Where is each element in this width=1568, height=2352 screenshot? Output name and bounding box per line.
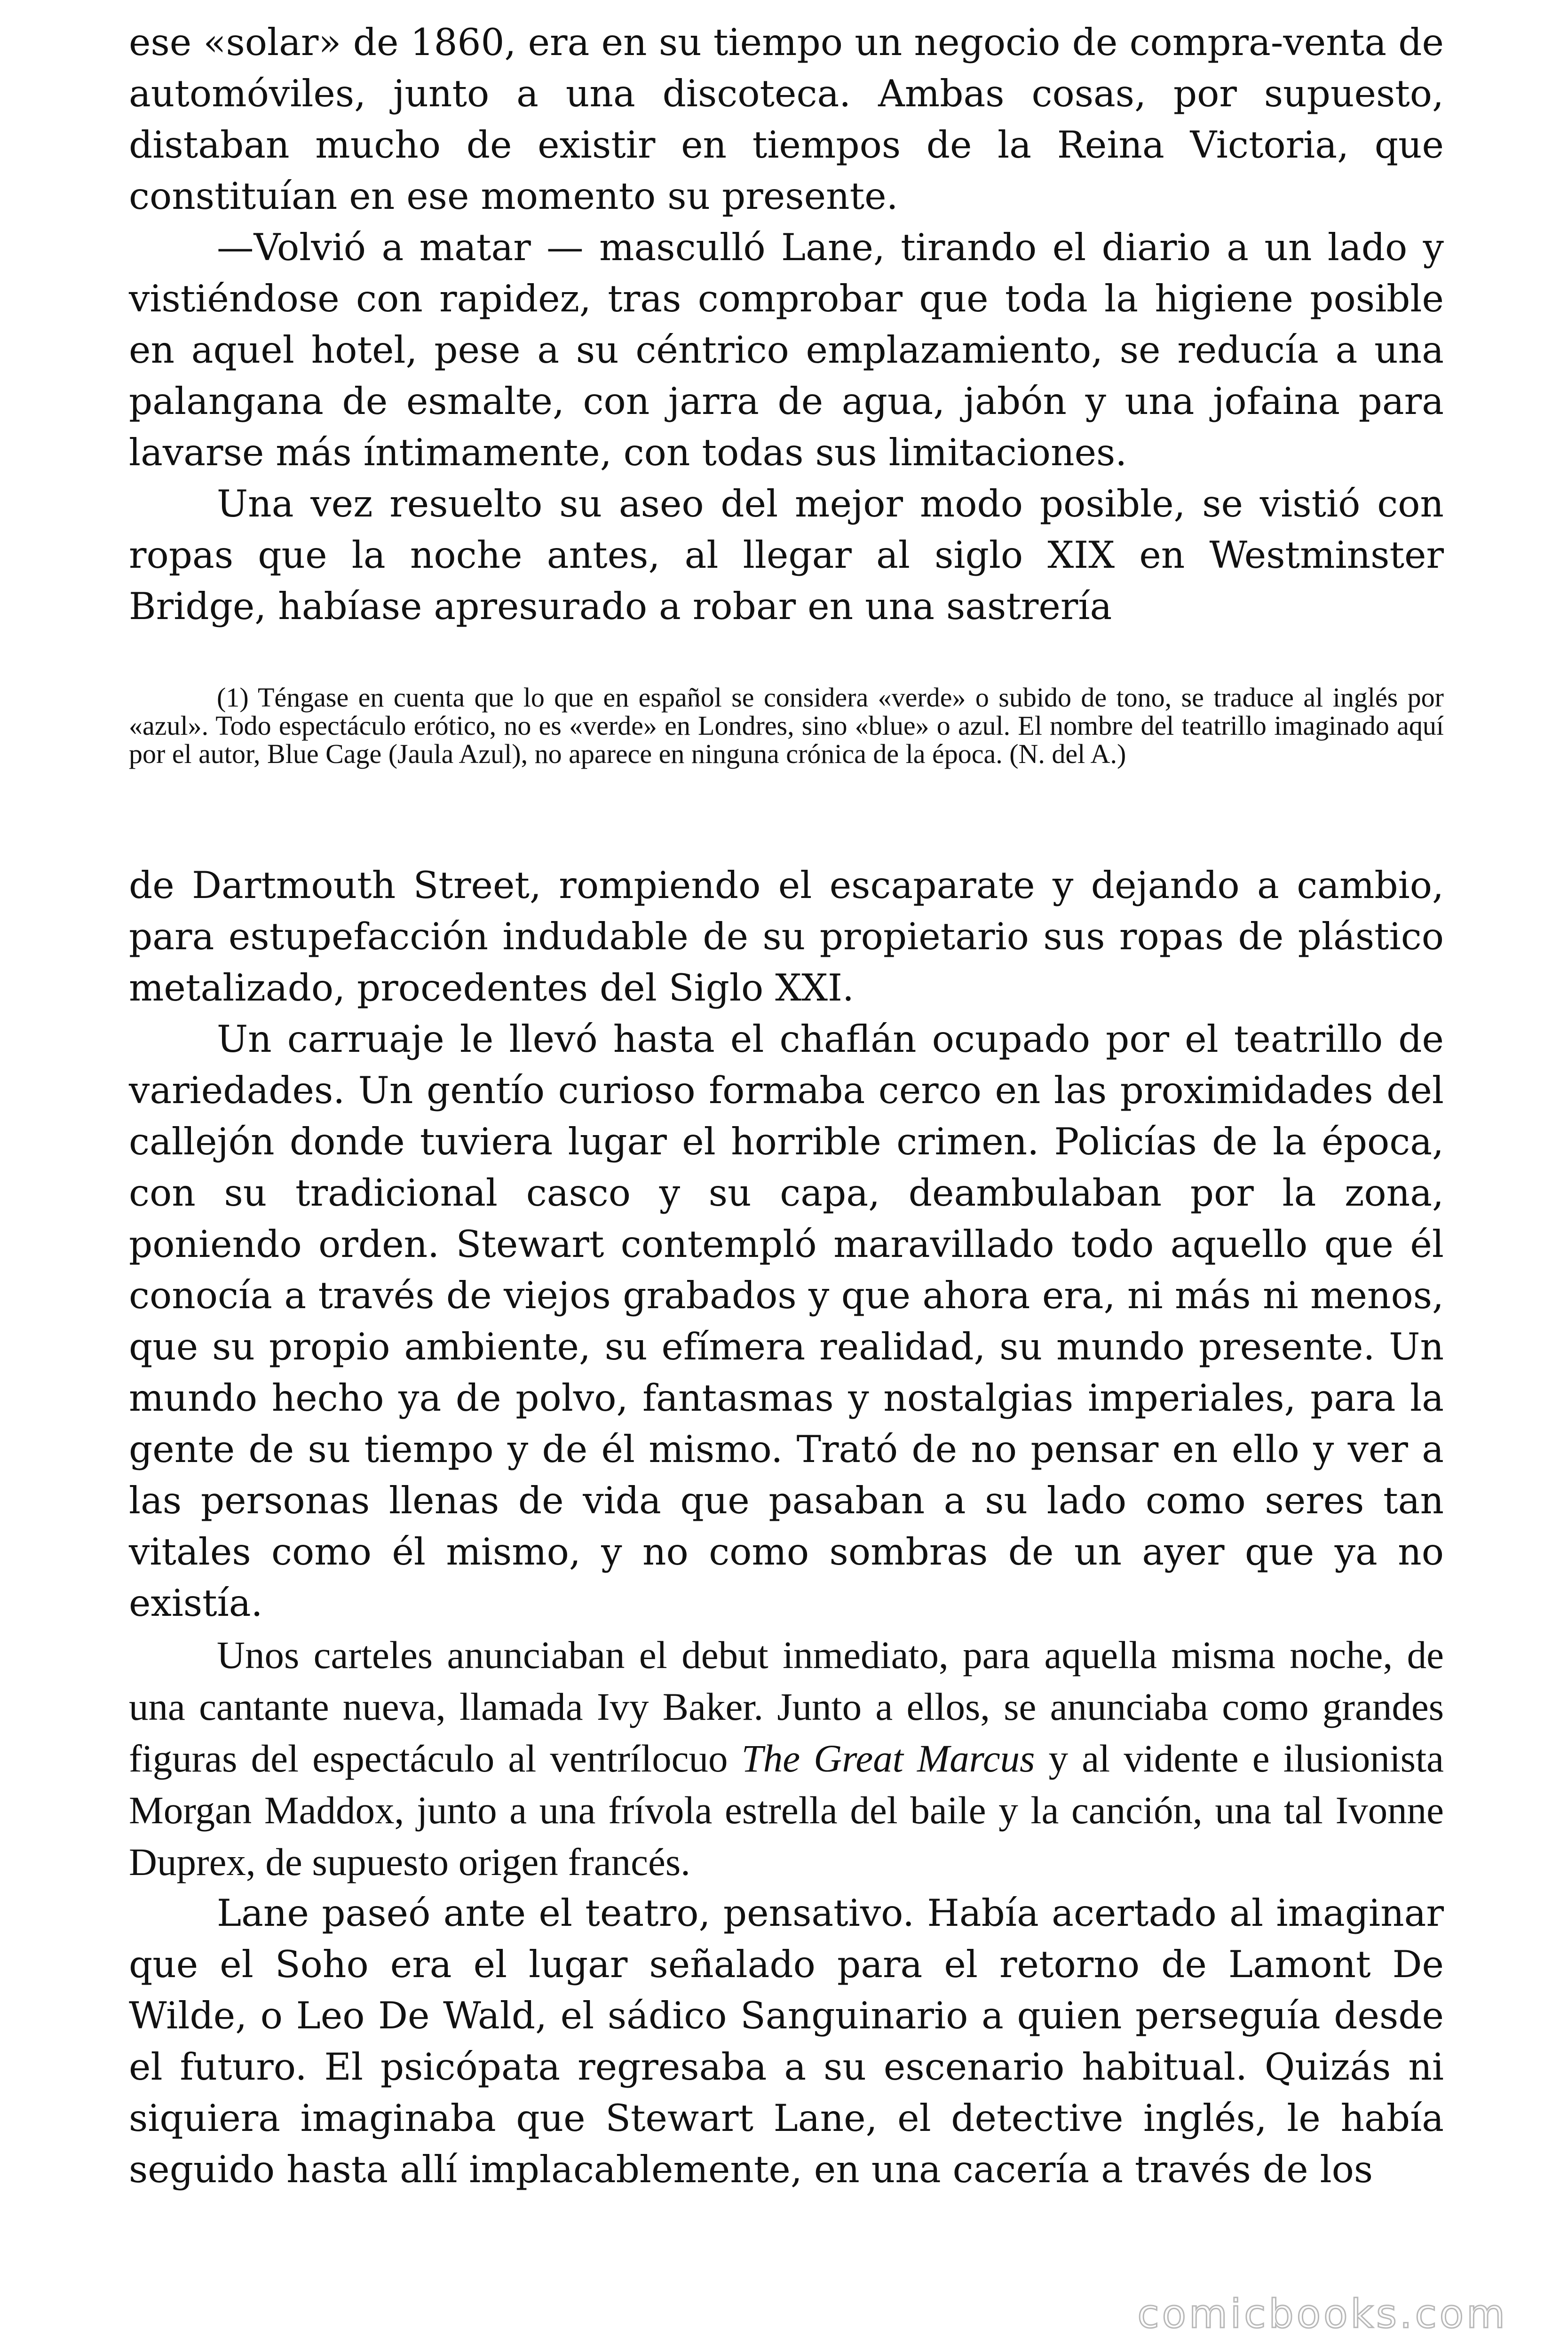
- page-break-gap: [129, 768, 1444, 860]
- paragraph-text: Unos carteles anunciaban el debut inmediato, para aquella misma noche, de una cantante nueva, llamada Ivy Baker. Junto a ellos, se anunciaba como grandes figuras del espectáculo al ventrílocuo: [129, 1633, 1444, 1780]
- italic-title: The Great Marcus: [741, 1737, 1035, 1780]
- paragraph: Lane paseó ante el teatro, pensativo. Había acertado al imaginar que el Soho era el lugar señalado para el retorno de Lamont De Wilde, o Leo De Wald, el sádico Sanguinario a quien perseguía desde el futuro. El psicópata regresaba a su escenario habitual. Quizás ni siquiera imaginaba que Stewart Lane, el detective inglés, le había seguido hasta allí implacablemente, en una cacería a través de los: [129, 1891, 1444, 2191]
- paragraph: Un carruaje le llevó hasta el chaflán ocupado por el teatrillo de variedades. Un gentío curioso formaba cerco en las proximidades del callejón donde tuviera lugar el horrible crimen. Policías de la época, con su tradicional casco y su capa, deambulaban por la zona, poniendo orden. Stewart contempló maravillado todo aquello que él conocía a través de viejos grabados y que ahora era, ni más ni menos, que su propio ambiente, su efímera realidad, su mundo presente. Un mundo hecho ya de polvo, fantasmas y nostalgias imperiales, para la gente de su tiempo y de él mismo. Trató de no pensar en ello y ver a las personas llenas de vida que pasaban a su lado como seres tan vitales como él mismo, y no como sombras de un ayer que ya no existía.: [129, 1017, 1444, 1625]
- paragraph: —Volvió a matar — masculló Lane, tirando el diario a un lado y vistiéndose con rapidez, tras comprobar que toda la higiene posible en aquel hotel, pese a su céntrico emplazamiento, se reducía a una palangana de esmalte, con jarra de agua, jabón y una jofaina para lavarse más íntimamente, con todas sus limitaciones.: [129, 226, 1444, 474]
- paragraph-posters: [129, 1629, 1444, 1888]
- watermark: comicbooks.com: [1137, 2291, 1508, 2337]
- paragraph: de Dartmouth Street, rompiendo el escaparate y dejando a cambio, para estupefacción indudable de su propietario sus ropas de plástico metalizado, procedentes del Siglo XXI.: [129, 864, 1444, 1009]
- book-page: [129, 17, 1444, 2195]
- paragraph: ese «solar» de 1860, era en su tiempo un negocio de compra-venta de automóviles, junto a una discoteca. Ambas cosas, por supuesto, distaban mucho de existir en tiempos de la Reina Victoria, que constituían en ese momento su presente.: [129, 21, 1444, 218]
- paragraph: Una vez resuelto su aseo del mejor modo posible, se vistió con ropas que la noche antes, al llegar al siglo XIX en Westminster Bridge, habíase apresurado a robar en una sastrería: [129, 482, 1444, 628]
- paragraph-text: y al vidente e ilusionista Morgan Maddox, junto a una frívola estrella del baile y la canción, una tal Ivonne Duprex, de supuesto origen francés.: [129, 1737, 1444, 1883]
- footnote: (1) Téngase en cuenta que lo que en español se considera «verde» o subido de tono, se traduce al inglés por «azul». Todo espectáculo erótico, no es «verde» en Londres, sino «blue» o azul. El nombre del teatrillo imaginado aquí por el autor, Blue Cage (Jaula Azul), no aparece en ninguna crónica de la época. (N. del A.): [129, 682, 1444, 769]
